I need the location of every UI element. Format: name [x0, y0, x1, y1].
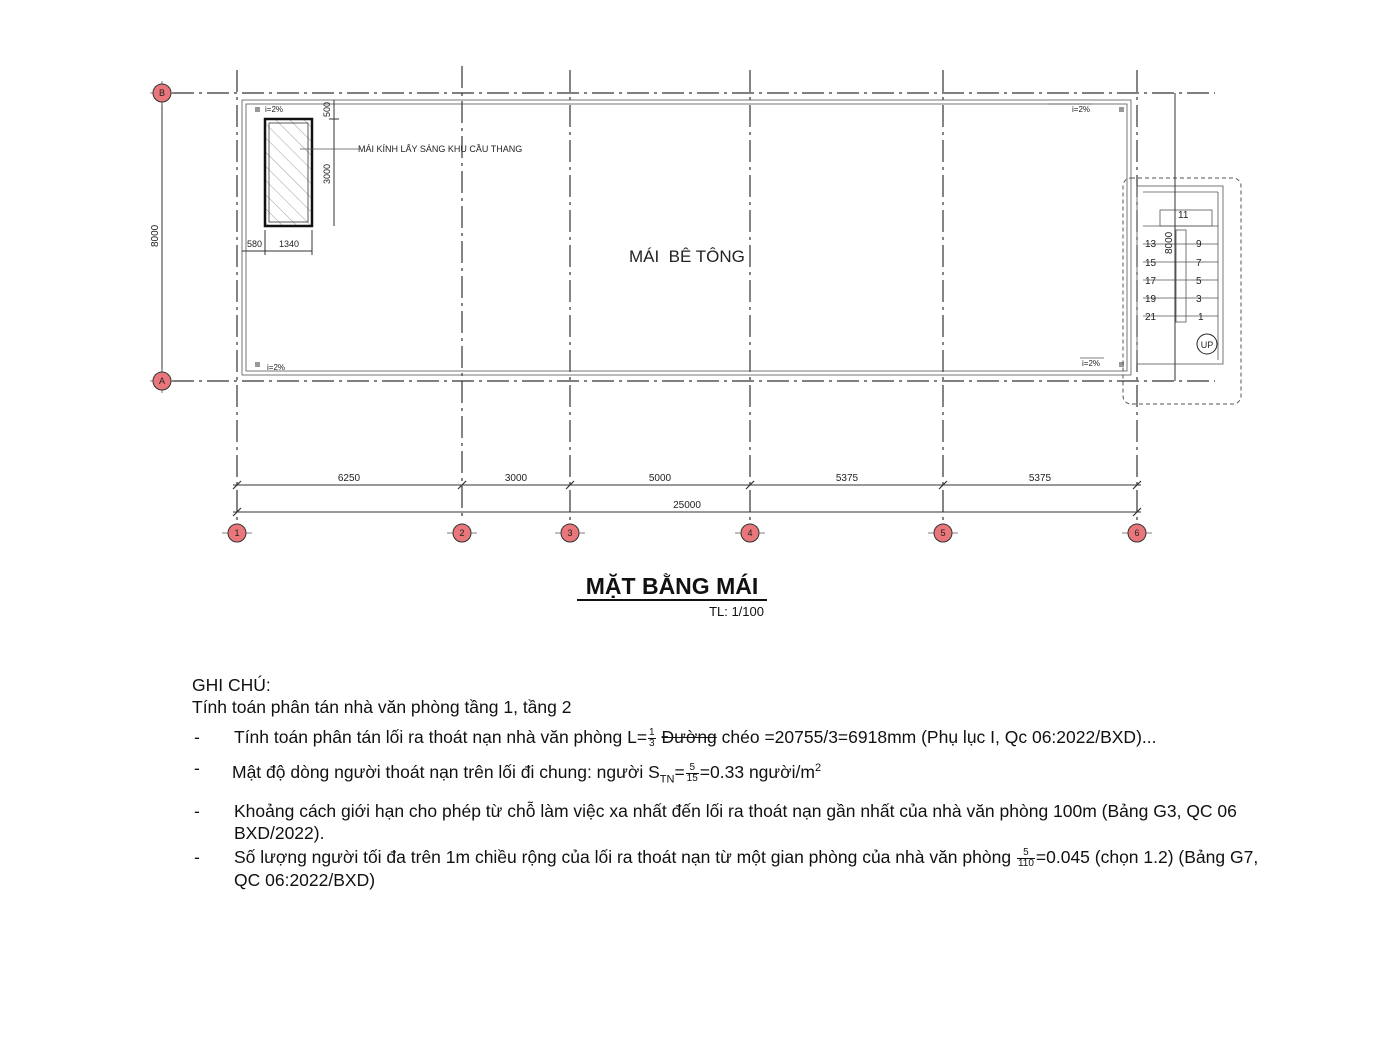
grid-bubble-a [150, 369, 174, 393]
roof-label: MÁI BÊ TÔNG [629, 247, 745, 266]
note-item: - Tính toán phân tán lối ra thoát nạn nhà văn phòng L= $\frac{1}{3}$ Đường chéo =20755/3=6918mm (Phụ lục I, Qc 06:2022/BXD)... [194, 726, 1157, 749]
dim-skylight-height: 3000 [322, 163, 332, 184]
grid-bubble-6 [1122, 524, 1152, 542]
slope-label: i=2% [1072, 105, 1091, 114]
dim-depth: 8000 [150, 224, 161, 247]
svg-text:5: 5 [940, 528, 946, 538]
note-item: - Mật độ dòng người thoát nạn trên lối đi chung: người $S_{TN}=$ $\frac{5}{15}$ =0.33 người/$m^2$ [194, 757, 822, 786]
stair-top-step: 11 [1178, 210, 1189, 221]
stair-step-right: 9 [1196, 239, 1202, 250]
svg-text:2: 2 [459, 528, 465, 538]
note-item: - Số lượng người tối đa trên 1m chiều rộng của lối ra thoát nạn từ một gian phòng của nhà văn phòng $\frac{5}{110}$ =0.045 (chọn 1.2) (Bảng G7, QC 06:2022/BXD) [194, 847, 1259, 891]
stair-step-right: 3 [1196, 294, 1202, 305]
dim-span-1-2: 6250 [337, 473, 361, 484]
grid-bubble-5 [928, 524, 958, 542]
grid-bubble-3 [555, 524, 585, 542]
dim-skylight-offset: 580 [247, 239, 263, 249]
slope-label: i=2% [1082, 359, 1101, 368]
bullet: - [194, 727, 200, 747]
dim-span-4-5: 5375 [835, 473, 859, 484]
drawing-scale: TL: 1/100 [709, 604, 764, 619]
skylight-label: MÁI KÍNH LẤY SÁNG KHU CẦU THANG [358, 144, 523, 154]
notes-heading: GHI CHÚ: [192, 675, 271, 695]
grid-bubble-1 [222, 524, 252, 542]
svg-text:1: 1 [234, 528, 240, 538]
stair-step-right: 1 [1198, 312, 1204, 323]
dim-span-3-4: 5000 [648, 473, 672, 484]
stair-step-right: 5 [1196, 276, 1202, 287]
bullet: - [194, 801, 200, 822]
dim-skylight-top: 500 [322, 101, 332, 117]
drain-icon [255, 107, 260, 112]
drain-icon [255, 362, 260, 367]
stair-step-left: 17 [1145, 276, 1157, 287]
stair-step-left: 21 [1145, 312, 1157, 323]
stair-step-left: 19 [1145, 294, 1157, 305]
stair-step-left: 13 [1145, 239, 1157, 250]
notes-subheading: Tính toán phân tán nhà văn phòng tầng 1, tầng 2 [192, 697, 572, 717]
slope-label: i=2% [267, 363, 286, 372]
roof-outline [242, 100, 1131, 375]
dim-skylight-width: 1340 [279, 239, 300, 249]
fraction: $\frac{5}{110}$ [1017, 847, 1034, 870]
svg-text:B: B [158, 88, 166, 98]
svg-text:4: 4 [747, 528, 753, 538]
dim-total: 25000 [673, 500, 701, 511]
up-label: UP [1200, 340, 1214, 350]
drain-icon [1119, 107, 1124, 112]
dim-span-5-6: 5375 [1028, 473, 1052, 484]
slope-label: i=2% [265, 105, 284, 114]
note-item: - Khoảng cách giới hạn cho phép từ chỗ làm việc xa nhất đến lối ra thoát nạn gần nhất của nhà văn phòng 100m (Bảng G3, QC 06 BXD/2022). [194, 801, 1237, 844]
bullet: - [194, 757, 200, 778]
stair-step-right: 7 [1196, 258, 1202, 269]
svg-text:A: A [158, 376, 166, 386]
skylight [265, 119, 312, 226]
grid-bubble-4 [735, 524, 765, 542]
svg-text:3: 3 [567, 528, 573, 538]
bullet: - [194, 847, 200, 868]
notes-section [192, 674, 1272, 891]
grid-bubble-2 [447, 524, 477, 542]
svg-text:6: 6 [1134, 528, 1140, 538]
drawing-title: MẶT BẰNG MÁI [585, 573, 759, 599]
grid-bubble-b [150, 81, 174, 105]
dim-span-2-3: 3000 [504, 473, 528, 484]
stair-step-left: 15 [1145, 258, 1157, 269]
fraction: $\frac{1}{3}$ [649, 726, 655, 749]
stair-dim: 8000 [1164, 231, 1175, 254]
fraction: $\frac{5}{15}$ [686, 761, 698, 784]
